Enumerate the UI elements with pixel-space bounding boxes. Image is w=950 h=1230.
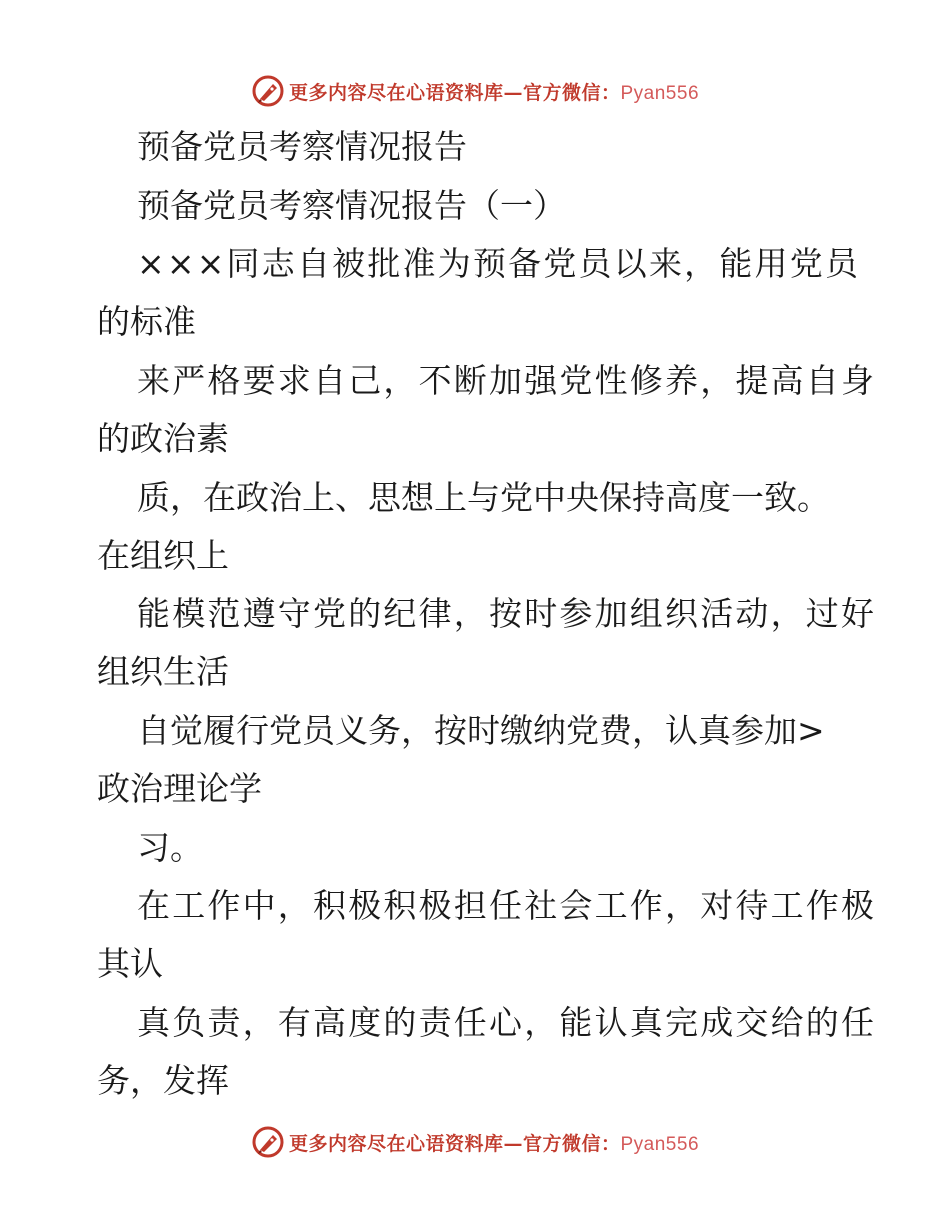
banner-main-text: 更多内容尽在心语资料库 (288, 81, 504, 104)
banner-separator: — (503, 1132, 523, 1155)
banner-main-text: 更多内容尽在心语资料库 (288, 1132, 504, 1155)
pen-nib-logo-icon (251, 1125, 285, 1159)
banner-sub-text: 官方微信： (522, 81, 621, 104)
doc-line: 政治理论学 (97, 769, 262, 808)
doc-line: 组织生活 (97, 652, 229, 691)
doc-line: 在组织上 (97, 536, 229, 575)
doc-line: 习。 (137, 828, 203, 867)
doc-line: 自觉履行党员义务，按时缴纳党费，认真参加> (137, 711, 825, 750)
pen-nib-logo-icon (251, 74, 285, 108)
banner-wechat-id: Pyan556 (620, 82, 700, 104)
doc-line: 的标准 (97, 302, 196, 341)
doc-line-title: 预备党员考察情况报告 (137, 127, 467, 166)
doc-line: 其认 (97, 944, 163, 983)
banner-wechat-id: Pyan556 (620, 1133, 700, 1155)
doc-line: ×××同志自被批准为预备党员以来，能用党员 (137, 244, 861, 283)
doc-line: 来严格要求自己，不断加强党性修养，提高自身 (137, 361, 877, 400)
doc-line: 能模范遵守党的纪律，按时参加组织活动，过好 (137, 594, 877, 633)
footer-banner (0, 1122, 950, 1162)
banner-sub-text: 官方微信： (522, 1132, 621, 1155)
doc-line: 真负责，有高度的责任心，能认真完成交给的任 (137, 1003, 877, 1042)
header-banner (0, 71, 950, 111)
doc-line-subtitle: 预备党员考察情况报告（一） (137, 186, 566, 225)
banner-separator: — (503, 81, 523, 104)
doc-line: 在工作中，积极积极担任社会工作，对待工作极 (137, 886, 877, 925)
doc-line: 质，在政治上、思想上与党中央保持高度一致。 (137, 478, 830, 517)
doc-line: 的政治素 (97, 419, 229, 458)
doc-line: 务，发挥 (97, 1061, 229, 1100)
